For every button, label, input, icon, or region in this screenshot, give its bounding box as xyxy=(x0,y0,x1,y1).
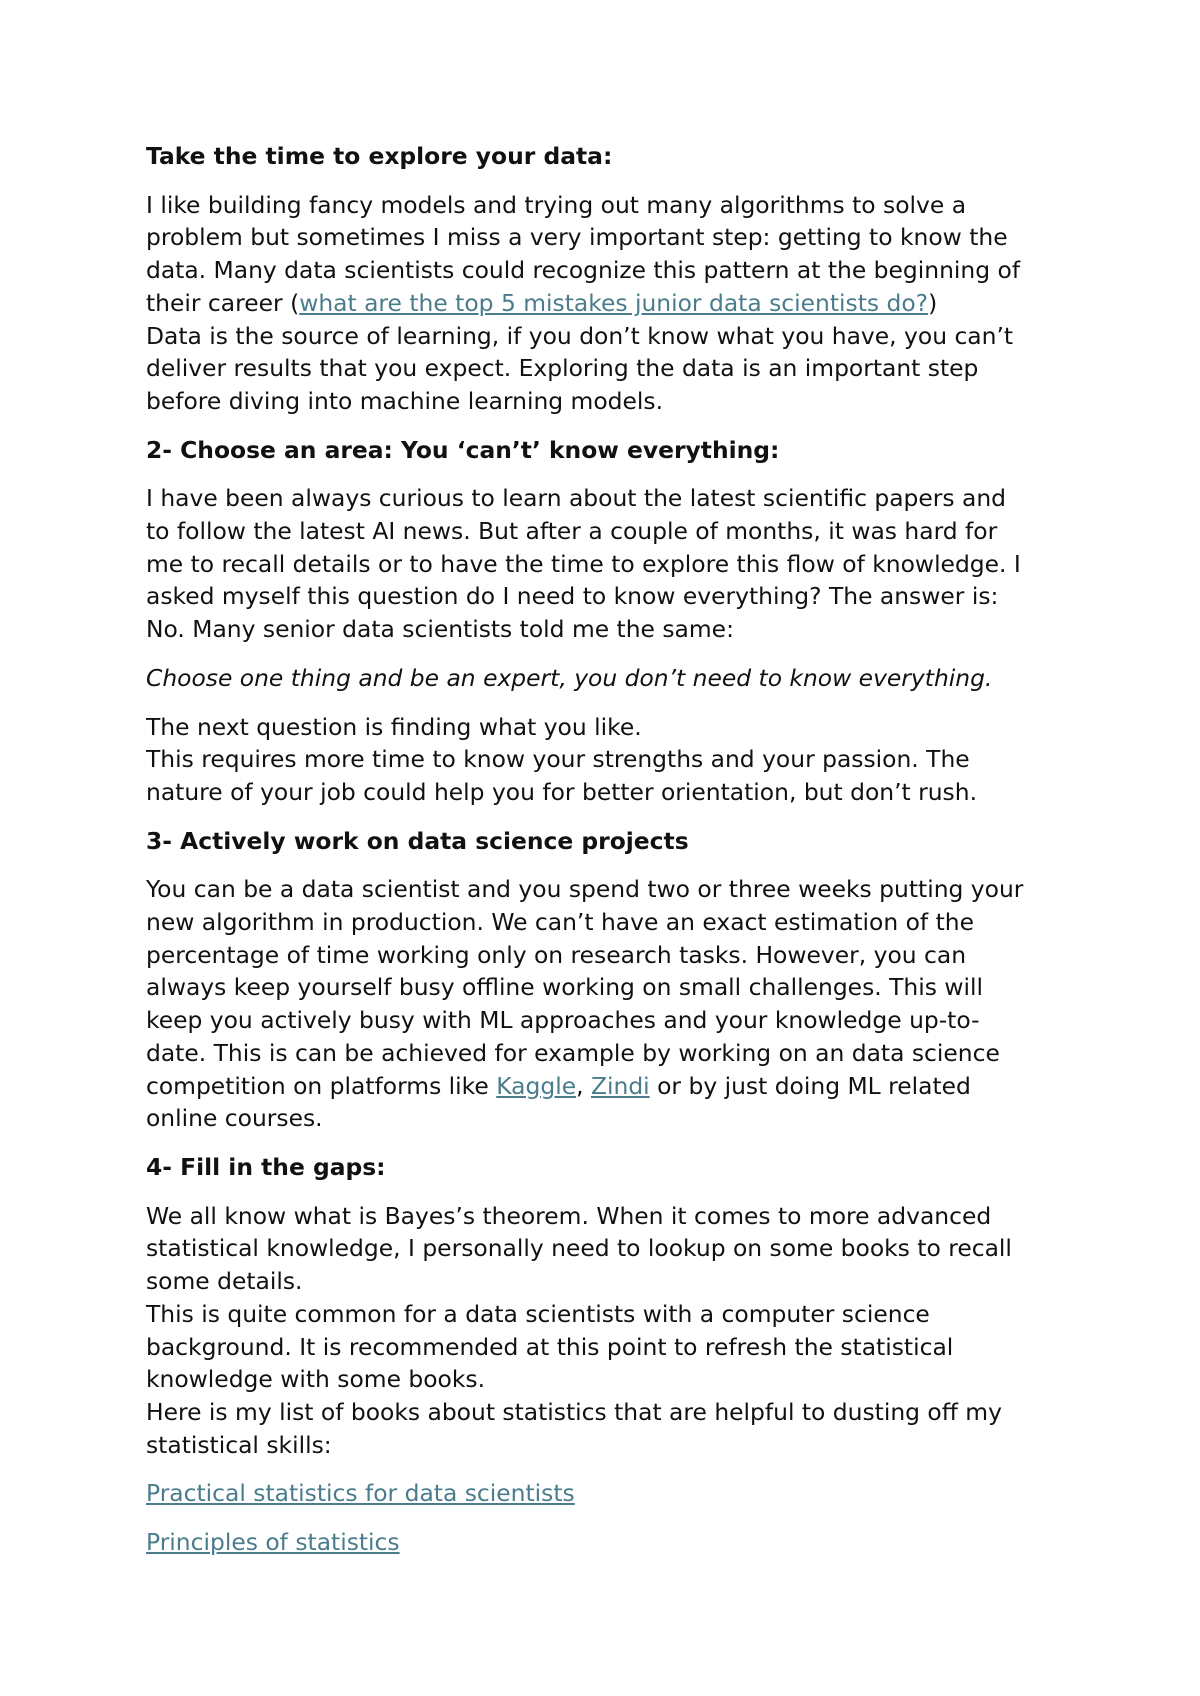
text-fragment: or by just doing ML related xyxy=(649,1071,971,1100)
text-line: some details. xyxy=(146,1267,303,1296)
text-line: We all know what is Bayes’s theorem. When it comes to more advanced xyxy=(146,1201,992,1230)
text-line: background. It is recommended at this point to refresh the statistical xyxy=(146,1332,954,1361)
paragraph xyxy=(146,711,1086,809)
quote-paragraph xyxy=(146,662,1086,695)
paragraph xyxy=(146,1200,1086,1462)
text-fragment: ) xyxy=(928,288,938,317)
section-heading: Take the time to explore your data: xyxy=(146,142,613,170)
text-line: The next question is finding what you like. xyxy=(146,712,642,741)
paragraph xyxy=(146,482,1086,646)
text-line: nature of your job could help you for better orientation, but don’t rush. xyxy=(146,777,978,806)
text-line: This requires more time to know your strengths and your passion. The xyxy=(146,745,970,774)
text-line: online courses. xyxy=(146,1104,323,1133)
text-line: knowledge with some books. xyxy=(146,1365,486,1394)
section-fill-gaps xyxy=(146,1151,1086,1559)
link-zindi[interactable]: Zindi xyxy=(590,1071,650,1100)
text-line: keep you actively busy with ML approaches and your knowledge up-to- xyxy=(146,1006,980,1035)
book-link-paragraph xyxy=(146,1477,1086,1510)
section-heading: 4- Fill in the gaps: xyxy=(146,1152,386,1181)
text-line: This is quite common for a data scientists with a computer science xyxy=(146,1299,930,1328)
text-line: before diving into machine learning models. xyxy=(146,386,664,415)
link-practical-statistics-book[interactable]: Practical statistics for data scientists xyxy=(146,1479,575,1508)
quote-text: Choose one thing and be an expert, you don’t need to know everything. xyxy=(146,663,993,692)
text-line: I have been always curious to learn about the latest scientific papers and xyxy=(146,484,1007,513)
text-fragment: competition on platforms like xyxy=(146,1071,497,1100)
section-explore-data xyxy=(146,140,1086,418)
link-top-5-mistakes[interactable]: what are the top 5 mistakes junior data scientists do? xyxy=(299,288,929,317)
book-link-paragraph xyxy=(146,1526,1086,1559)
paragraph xyxy=(146,873,1086,1135)
text-line: to follow the latest AI news. But after a couple of months, it was hard for xyxy=(146,517,998,546)
paragraph xyxy=(146,189,1086,418)
text-line: always keep yourself busy offline working on small challenges. This will xyxy=(146,973,983,1002)
text-fragment: their career ( xyxy=(146,288,300,317)
text-line: date. This is can be achieved for example by working on an data science xyxy=(146,1038,1000,1067)
text-fragment: , xyxy=(576,1071,591,1100)
text-line: Data is the source of learning, if you don’t know what you have, you can’t xyxy=(146,321,1014,350)
text-line: statistical skills: xyxy=(146,1430,332,1459)
text-line: deliver results that you expect. Exploring the data is an important step xyxy=(146,354,979,383)
text-line: me to recall details or to have the time to explore this flow of knowledge. I xyxy=(146,549,1021,578)
text-line: new algorithm in production. We can’t have an exact estimation of the xyxy=(146,908,974,937)
link-kaggle[interactable]: Kaggle xyxy=(496,1071,577,1100)
text-line: No. Many senior data scientists told me the same: xyxy=(146,615,734,644)
text-line: data. Many data scientists could recognize this pattern at the beginning of xyxy=(146,256,1021,285)
text-line: I like building fancy models and trying out many algorithms to solve a xyxy=(146,190,967,219)
link-principles-of-statistics-book[interactable]: Principles of statistics xyxy=(146,1528,400,1557)
text-line: Here is my list of books about statistics that are helpful to dusting off my xyxy=(146,1397,1002,1426)
section-data-science-projects xyxy=(146,825,1086,1135)
text-line: problem but sometimes I miss a very important step: getting to know the xyxy=(146,223,1008,252)
document-body xyxy=(146,140,1086,1575)
text-line: percentage of time working only on research tasks. However, you can xyxy=(146,940,967,969)
text-line: You can be a data scientist and you spend two or three weeks putting your xyxy=(146,875,1024,904)
text-line: statistical knowledge, I personally need to lookup on some books to recall xyxy=(146,1234,1012,1263)
section-heading: 2- Choose an area: You ‘can’t’ know everything: xyxy=(146,435,780,464)
text-line xyxy=(146,1070,1086,1103)
text-line: asked myself this question do I need to know everything? The answer is: xyxy=(146,582,999,611)
section-choose-area xyxy=(146,434,1086,809)
text-line xyxy=(146,287,1086,320)
section-heading: 3- Actively work on data science projects xyxy=(146,826,689,855)
